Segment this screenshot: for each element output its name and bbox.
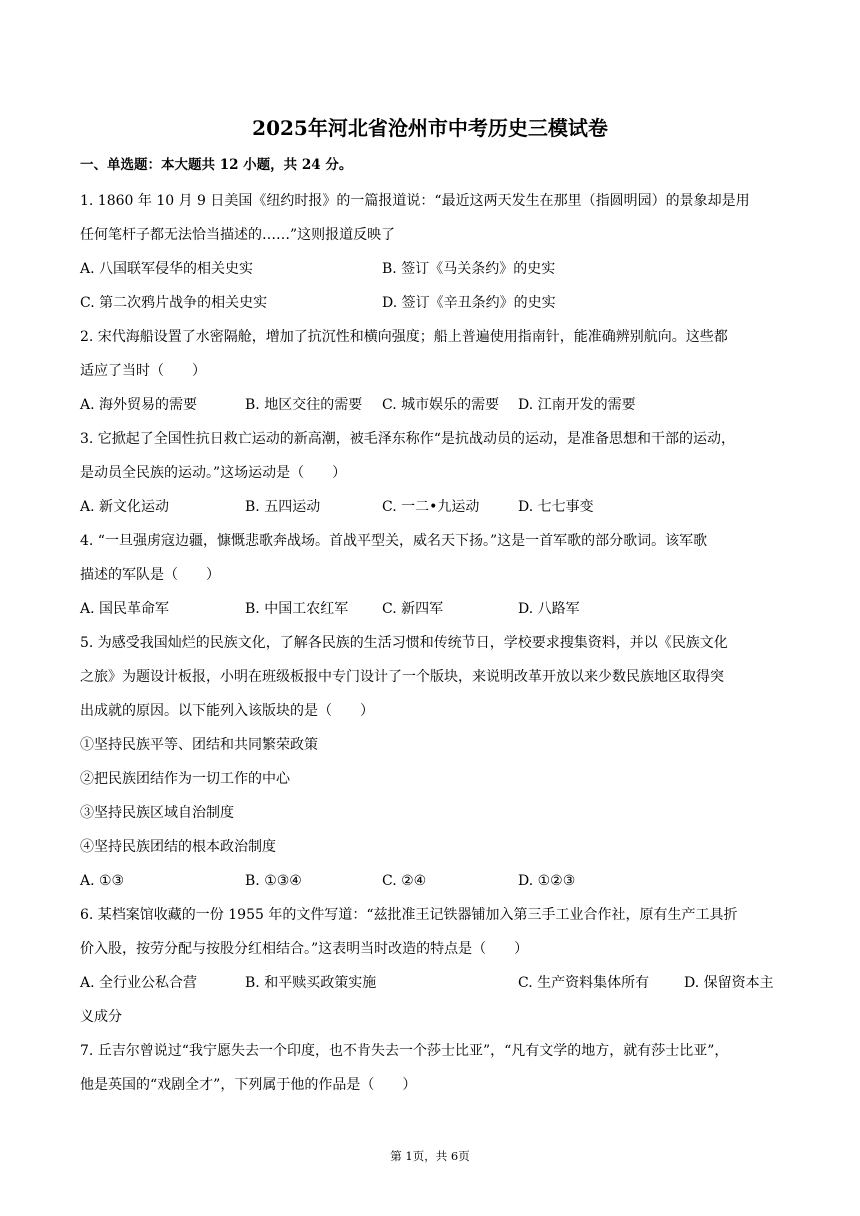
question-2-stem: 2. 宋代海船设置了水密隔舱，增加了抗沉性和横向强度；船上普遍使用指南针，能准确辨别航向。这些都 — [80, 329, 728, 345]
question-3-option-d: D. 七七事变 — [518, 499, 594, 515]
section-heading: 一、单选题：本大题共 12 小题，共 24 分。 — [80, 157, 353, 173]
question-6-option-d-cont: 义成分 — [80, 1009, 122, 1025]
question-6-stem-cont: 价入股，按劳分配与按股分红相结合。”这表明当时改造的特点是（ ） — [80, 941, 529, 957]
question-5-option-a: A. ①③ — [80, 873, 125, 889]
question-5-option-d: D. ①②③ — [518, 873, 576, 889]
question-5-statement-3: ③坚持民族区域自治制度 — [80, 805, 234, 821]
question-3-options — [80, 490, 782, 524]
question-5-stem: 5. 为感受我国灿烂的民族文化，了解各民族的生活习惯和传统节日，学校要求搜集资料，并以《民族文化 — [80, 635, 728, 651]
question-1-option-b: B. 签订《马关条约》的史实 — [382, 261, 556, 277]
question-2-option-c: C. 城市娱乐的需要 — [382, 397, 500, 413]
question-6-stem: 6. 某档案馆收藏的一份 1955 年的文件写道：“兹批准王记铁器铺加入第三手工业合作社，原有生产工具折 — [80, 907, 738, 923]
question-6-option-a: A. 全行业公私合营 — [80, 975, 198, 991]
question-4-option-b: B. 中国工农红军 — [245, 601, 349, 617]
page-title: 2025年河北省沧州市中考历史三模试卷 — [252, 116, 608, 140]
question-4-options — [80, 592, 782, 626]
question-2-option-b: B. 地区交往的需要 — [245, 397, 363, 413]
question-2-option-d: D. 江南开发的需要 — [518, 397, 636, 413]
question-5-options — [80, 864, 782, 898]
question-1-options-row-2 — [80, 286, 782, 320]
question-3-option-a: A. 新文化运动 — [80, 499, 170, 515]
question-3-option-b: B. 五四运动 — [245, 499, 321, 515]
question-5-stem-cont-2: 出成就的原因。以下能列入该版块的是（ ） — [80, 703, 374, 719]
question-5-statement-1: ①坚持民族平等、团结和共同繁荣政策 — [80, 737, 318, 753]
question-1-stem-cont: 任何笔杆子都无法恰当描述的……”这则报道反映了 — [80, 227, 396, 243]
question-3-stem: 3. 它掀起了全国性抗日救亡运动的新高潮，被毛泽东称作“是抗战动员的运动，是准备思想和干部的运动， — [80, 431, 735, 447]
question-6-option-d: D. 保留资本主 — [684, 975, 774, 991]
question-5-option-b: B. ①③④ — [245, 873, 302, 889]
question-5-statement-2: ②把民族团结作为一切工作的中心 — [80, 771, 290, 787]
question-1-option-d: D. 签订《辛丑条约》的史实 — [382, 295, 556, 311]
question-7-stem-cont: 他是英国的“戏剧全才”，下列属于他的作品是（ ） — [80, 1077, 417, 1093]
question-2-stem-cont: 适应了当时（ ） — [80, 363, 206, 379]
question-list — [80, 184, 782, 1102]
question-4-stem: 4. “一旦强虏寇边疆，慷慨悲歌奔战场。首战平型关，威名天下扬。”这是一首军歌的部分歌词。该军歌 — [80, 533, 708, 549]
question-7-stem: 7. 丘吉尔曾说过“我宁愿失去一个印度，也不肯失去一个莎士比亚”，“凡有文学的地方，就有莎士比亚”， — [80, 1043, 729, 1059]
question-1-option-a: A. 八国联军侵华的相关史实 — [80, 261, 254, 277]
question-6-option-c: C. 生产资料集体所有 — [518, 975, 650, 991]
question-2-option-a: A. 海外贸易的需要 — [80, 397, 198, 413]
question-5-stem-cont: 之旅》为题设计板报，小明在班级板报中专门设计了一个版块，来说明改革开放以来少数民族地区取得突 — [80, 669, 724, 685]
question-1-stem: 1. 1860 年 10 月 9 日美国《纽约时报》的一篇报道说：“最近这两天发生在那里（指圆明园）的景象却是用 — [80, 193, 750, 209]
page-footer: 第 1页，共 6页 — [390, 1149, 470, 1163]
question-1-option-c: C. 第二次鸦片战争的相关史实 — [80, 295, 268, 311]
question-4-option-c: C. 新四军 — [382, 601, 444, 617]
question-4-stem-cont: 描述的军队是（ ） — [80, 567, 220, 583]
question-4-option-d: D. 八路军 — [518, 601, 580, 617]
question-5-statement-4: ④坚持民族团结的根本政治制度 — [80, 839, 276, 855]
question-3-stem-cont: 是动员全民族的运动。”这场运动是（ ） — [80, 465, 347, 481]
question-6-option-b: B. 和平赎买政策实施 — [245, 975, 377, 991]
question-1-options-row-1 — [80, 252, 782, 286]
question-5-option-c: C. ②④ — [382, 873, 427, 889]
question-6-options — [80, 966, 782, 1000]
question-2-options — [80, 388, 782, 422]
question-4-option-a: A. 国民革命军 — [80, 601, 170, 617]
question-3-option-c: C. 一二•九运动 — [382, 499, 480, 515]
